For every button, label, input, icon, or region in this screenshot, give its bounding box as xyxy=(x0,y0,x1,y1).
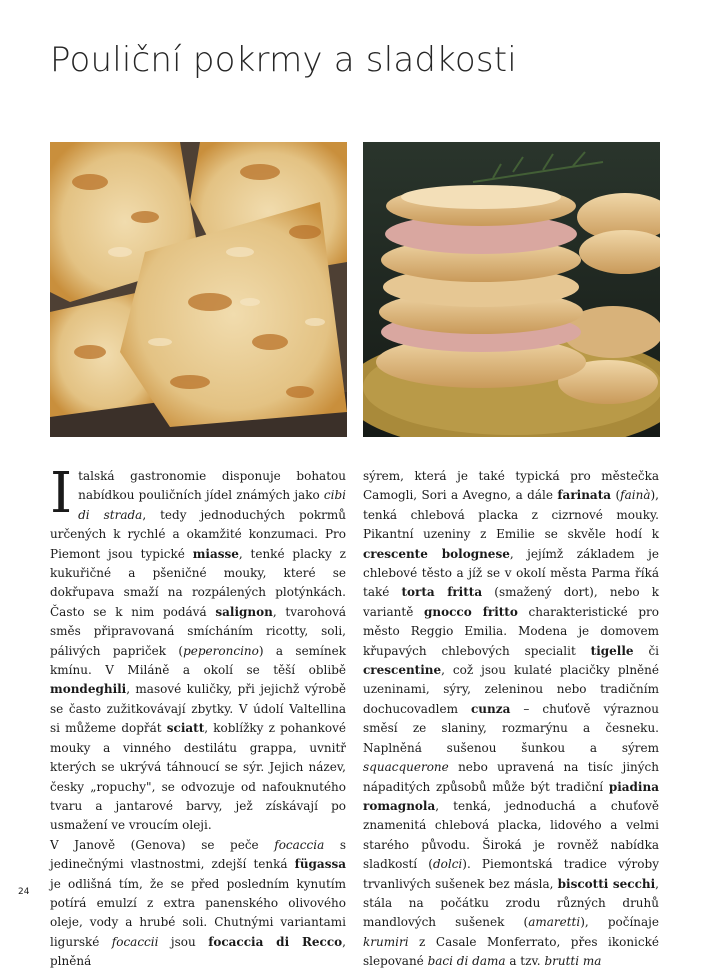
text-run: charakteristické pro město Reggio Emilia. Modena je domovem křupavých chlebových specialit xyxy=(363,604,659,658)
text-run: – chuťově výraznou směsí ze slaniny, rozmarýnu a česneku. Naplněná sušenou šunkou a sýrem xyxy=(363,701,659,755)
italic-term: squacquerone xyxy=(363,760,449,775)
text-run: , tedy jednoduchých pokrmů určených k rychlé a okamžité konzumaci. Pro Piemont jsou typické xyxy=(50,507,346,561)
page-number: 24 xyxy=(18,887,30,897)
tigelle-sandwich-photo-icon xyxy=(363,142,660,437)
text-run: ) a semínek kmínu. V Miláně a okolí se těší oblibě xyxy=(50,643,346,678)
text-run: s jedinečnými vlastnostmi, zdejší tenká xyxy=(50,837,346,872)
article-text-left xyxy=(50,461,347,972)
italic-term: brutti ma xyxy=(544,954,602,969)
article-column-right xyxy=(363,467,659,972)
text-run: , tenká, jednoduchá a chuťově znamenitá chlebová placka, lidového a velmi starého původu. Široká je rovněž nabídka sladkostí ( xyxy=(363,798,659,872)
text-run: ), tenká chlebová placka z cizrnové mouky. Pikantní uzeniny z Emilie se skvěle hodí k xyxy=(363,488,659,542)
text-run: jsou xyxy=(158,934,209,949)
italic-term: krumiri xyxy=(363,934,409,949)
text-run: , tenké placky z kukuřičné a pšeničné mouky, které se dokřupava smaží na rozpálených plotýnkách. Často se k nim podává xyxy=(50,546,346,619)
italic-term: peperoncino xyxy=(183,643,259,658)
text-run: , což jsou kulaté placičky plněné uzeninami, sýry, zeleninou nebo tradičním dochucovadlem xyxy=(363,663,659,716)
drop-cap: I xyxy=(50,461,73,526)
italic-term: cibi di strada xyxy=(78,488,346,522)
italic-term: dolci xyxy=(432,857,463,872)
bold-term: gnocco fritto xyxy=(423,604,518,619)
bold-term: piadina romagnola xyxy=(363,779,659,813)
italic-term: focaccia xyxy=(274,837,325,852)
text-run: , plněná xyxy=(50,934,346,969)
bold-term: salignon xyxy=(215,604,273,619)
text-run: ), počínaje xyxy=(580,915,659,930)
text-run: talská gastronomie disponuje bohatou nabídkou pouličních jídel známých jako xyxy=(78,469,346,503)
text-run: z Casale Monferrato, přes ikonické slepované xyxy=(363,934,659,969)
text-run: ). Piemontská tradice výroby trvanlivých sušenek bez másla, xyxy=(363,857,659,891)
text-run: (smažený dort), nebo k variantě xyxy=(363,585,659,619)
bold-term: crescentine xyxy=(363,663,442,678)
text-run: , koblížky z pohankové mouky a vinného destilátu grappa, uvnitř kterých se ukrývá táhnoucí se sýr. Jejich název, česky „ropuchy", se odvozuje od nafouknutého tvaru a jantarové barvy, jež získávají po usmažení ve vroucím oleji. xyxy=(50,721,346,833)
text-run: V Janově (Genova) se peče xyxy=(50,837,275,852)
text-run: , stála na počátku zrodu různých druhů mandlových sušenek ( xyxy=(363,876,659,930)
text-run: , jejímž základem je chlebové těsto a jíž se v okolí města Parma říká také xyxy=(363,546,659,600)
italic-term: fainà xyxy=(620,488,651,503)
text-run: a tzv. xyxy=(505,954,545,969)
focaccia-photo-icon xyxy=(50,142,347,437)
text-run: je odlišná tím, že se před posledním kynutím potírá emulzí z extra panenského olivového oleje, vody a hrubé soli. Chutnými variantami ligurské xyxy=(50,876,346,949)
italic-term: focaccii xyxy=(111,934,159,949)
bold-term: tigelle xyxy=(590,643,634,658)
text-run: či xyxy=(633,643,659,658)
bold-term: focaccia di Recco xyxy=(208,934,343,949)
tigelle-photo xyxy=(363,142,660,437)
bold-term: crescente bolognese xyxy=(363,546,510,561)
italic-term: baci di dama xyxy=(427,954,506,969)
bold-term: farinata xyxy=(557,488,612,503)
bold-term: fügassa xyxy=(294,857,346,872)
text-run: , tvarohová směs připravovaná smícháním ricotty, soli, pálivých papriček ( xyxy=(50,604,347,658)
bold-term: miasse xyxy=(192,546,239,561)
article-column-left xyxy=(50,461,347,972)
bold-term: torta fritta xyxy=(401,585,483,600)
bold-term: cunza xyxy=(471,701,511,716)
bold-term: sciatt xyxy=(166,721,205,736)
italic-term: amaretti xyxy=(528,915,581,930)
text-run: nebo upravená na tisíc jiných nápaditých způsobů může být tradiční xyxy=(363,760,659,794)
article-text-right xyxy=(363,467,659,972)
page-title: Pouliční pokrmy a sladkosti xyxy=(50,40,517,80)
bold-term: biscotti secchi xyxy=(557,876,656,891)
text-run: sýrem, která je také typická pro městečka Camogli, Sori a Avegno, a dále xyxy=(363,469,659,503)
focaccia-photo xyxy=(50,142,347,437)
bold-term: mondeghili xyxy=(50,682,127,697)
text-run: ( xyxy=(611,488,621,503)
text-run: , masové kuličky, při jejichž výrobě se často zužitkovávají zbytky. V údolí Valtellina si můžeme dopřát xyxy=(50,682,346,736)
